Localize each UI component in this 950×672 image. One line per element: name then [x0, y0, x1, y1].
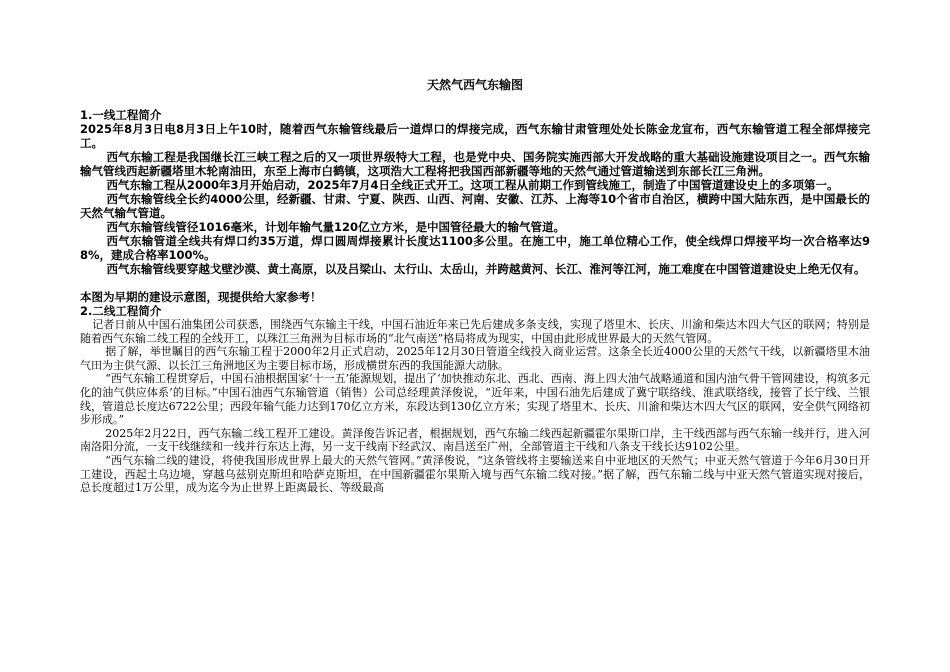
section2-paragraph: 2025年2月22日，西气东输二线工程开工建设。黄泽俊告诉记者，根据规划，西气东输二线西起新疆霍尔果斯口岸，主干线西部与西气东输一线并行，进入河南洛阳分流，一支干线继续和一线并行东达上海，另一支干线南下经武汉、南昌送至广州，全部管道主干线和八条支干线长达9102公里。	[80, 426, 870, 454]
section1-paragraph: 西气东输管线全长约4000公里，经新疆、甘肃、宁夏、陕西、山西、河南、安徽、江苏、上海等10个省市自治区，横跨中国大陆东西，是中国最长的天然气输气管道。	[80, 192, 870, 220]
reference-note: 本图为早期的建设示意图，现提供给大家参考！	[80, 290, 322, 304]
section2-paragraph: “西气东输工程贯穿后，中国石油根据国家‘十一五’能源规划，提出了‘加快推动东北、西北、西南、海上四大油气战略通道和国内油气骨干管网建设，构筑多元化的油气供应体系’的目标。”中国石油西气东输管道（销售）公司总经理黄泽俊说，“近年来，中国石油先后建成了冀宁联络线、淮武联络线，接管了长宁线、兰银线，管道总长度达6722公里；西段年输气能力达到170亿立方米，东段达到130亿立方米；实现了塔里木、长庆、川渝和柴达木四大气区的联网，安全供气网络初步形成。”	[80, 372, 870, 427]
section2-paragraph: “西气东输二线的建设，将使我国形成世界上最大的天然气管网。”黄泽俊说，“这条管线将主要输送来自中亚地区的天然气；中亚天然气管道于今年6月30日开工建设，西起土乌边境，穿越乌兹别克斯坦和哈萨克斯坦，在中国新疆霍尔果斯入境与西气东输二线对接。”据了解，西气东输二线与中亚天然气管道实现对接后，总长度超过1万公里，成为迄今为止世界上距离最长、等级最高	[80, 453, 870, 495]
section1-paragraph: 西气东输管线要穿越戈壁沙漠、黄土高原，以及吕梁山、太行山、太岳山，并跨越黄河、长江、淮河等江河，施工难度在中国管道建设史上绝无仅有。	[106, 262, 866, 276]
section1-paragraph: 2025年8月3日电8月3日上午10时，随着西气东输管线最后一道焊口的焊接完成，西气东输甘肃管理处处长陈金龙宣布，西气东输管道工程全部焊接完工。	[80, 122, 870, 150]
section1-paragraph: 西气东输管线管径1016毫米，计划年输气量120亿立方米，是中国管径最大的输气管道。	[106, 220, 565, 234]
section2-paragraph: 据了解，举世瞩目的西气东输工程于2000年2月正式启动，2025年12月30日管道全线投入商业运营。这条全长近4000公里的天然气干线，以新疆塔里木油气田为主供气源、以长江三角洲地区为主要目标市场，形成横贯东西的我国能源大动脉。	[80, 345, 870, 372]
spacer	[80, 276, 870, 290]
section1-paragraph: 西气东输工程是我国继长江三峡工程之后的又一项世界级特大工程，也是党中央、国务院实施西部大开发战略的重大基础设施建设项目之一。西气东输输气管线西起新疆塔里木轮南油田，东至上海市白鹤镇，这项浩大工程将把我国西部新疆等地的天然气通过管道输送到东部长江三角洲。	[80, 150, 870, 178]
section1-paragraph: 西气东输工程从2000年3月开始启动，2025年7月4日全线正式开工。这项工程从前期工作到管线施工，制造了中国管道建设史上的多项第一。	[106, 178, 839, 192]
document-title: 天然气西气东输图	[426, 78, 523, 92]
section1-heading: 1.一线工程简介	[80, 108, 162, 122]
section2-heading: 2.二线工程简介	[80, 304, 162, 318]
section1-paragraph: 西气东输管道全线共有焊口约35万道，焊口圆周焊接累计长度达1100多公里。在施工中，施工单位精心工作，使全线焊口焊接平均一次合格率达98%，建成合格率100%。	[80, 234, 870, 262]
section2-body	[80, 318, 870, 495]
section2-paragraph: 记者日前从中国石油集团公司获悉，围绕西气东输主干线，中国石油近年来已先后建成多条支线，实现了塔里木、长庆、川渝和柴达木四大气区的联网；特别是随着西气东输二线工程的全线开工，以珠江三角洲为目标市场的“北气南送”格局将成为现实，中国由此形成世界最大的天然气管网。	[80, 318, 870, 345]
document-page	[80, 78, 870, 495]
section1-body	[80, 122, 870, 276]
